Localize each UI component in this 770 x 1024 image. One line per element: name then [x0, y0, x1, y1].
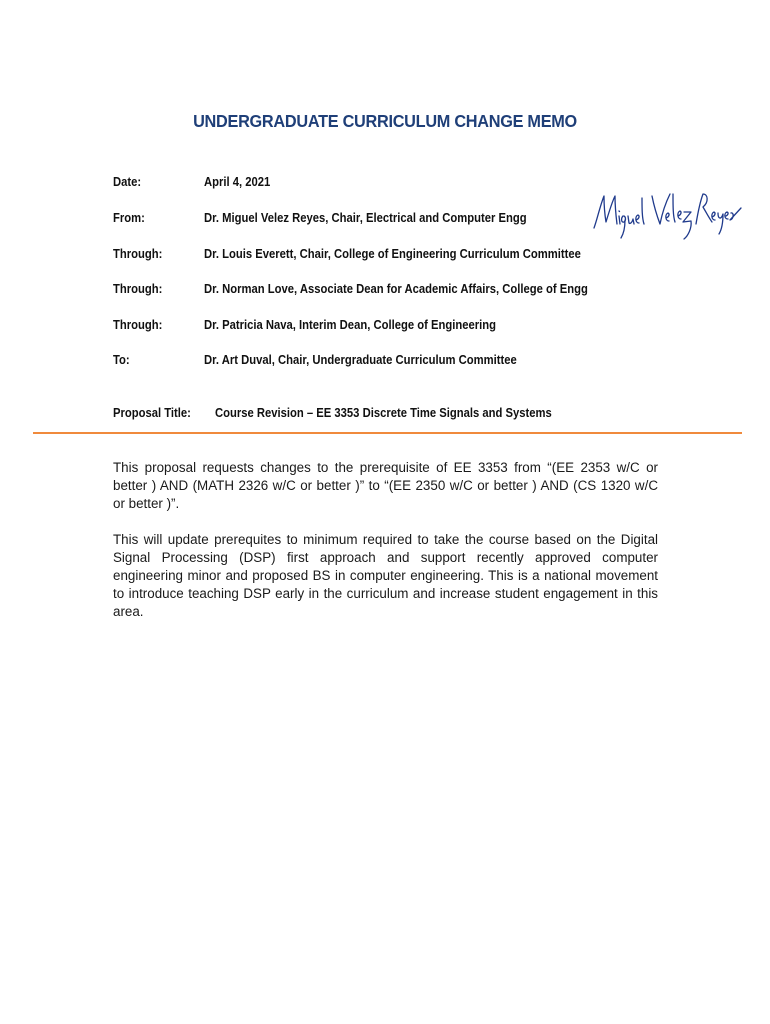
signature-image — [588, 186, 744, 250]
proposal-title-value: Course Revision – EE 3353 Discrete Time Signals and Systems — [215, 406, 552, 420]
from-label: From: — [113, 211, 145, 225]
from-value: Dr. Miguel Velez Reyes, Chair, Electrical and Computer Engg — [204, 211, 527, 225]
through-value-1: Dr. Louis Everett, Chair, College of Engineering Curriculum Committee — [204, 247, 581, 261]
to-label: To: — [113, 353, 130, 367]
date-value: April 4, 2021 — [204, 175, 271, 189]
signature-strokes — [594, 194, 741, 239]
through-label-2: Through: — [113, 282, 163, 296]
through-value-3: Dr. Patricia Nava, Interim Dean, College of Engineering — [204, 318, 496, 332]
proposal-title-label: Proposal Title: — [113, 406, 191, 420]
body-paragraph-1: This proposal requests changes to the prerequisite of EE 3353 from “(EE 2353 w/C or better ) AND (MATH 2326 w/C or better )” to “(EE 2350 w/C or better ) AND (CS 1320 w/C or better )”. — [113, 460, 658, 511]
through-label-1: Through: — [113, 247, 163, 261]
header-divider — [33, 432, 742, 434]
through-label-3: Through: — [113, 318, 163, 332]
through-value-2: Dr. Norman Love, Associate Dean for Academic Affairs, College of Engg — [204, 282, 588, 296]
to-value: Dr. Art Duval, Chair, Undergraduate Curriculum Committee — [204, 353, 517, 367]
memo-title: UNDERGRADUATE CURRICULUM CHANGE MEMO — [193, 111, 577, 131]
date-label: Date: — [113, 175, 142, 189]
body-paragraph-2: This will update prerequites to minimum required to take the course based on the Digital Signal Processing (DSP) first approach and support recently approved computer engineering minor and proposed BS in computer engineering. This is a national movement to introduce teaching DSP early in the curriculum and increase student engagement in this area. — [113, 532, 658, 619]
